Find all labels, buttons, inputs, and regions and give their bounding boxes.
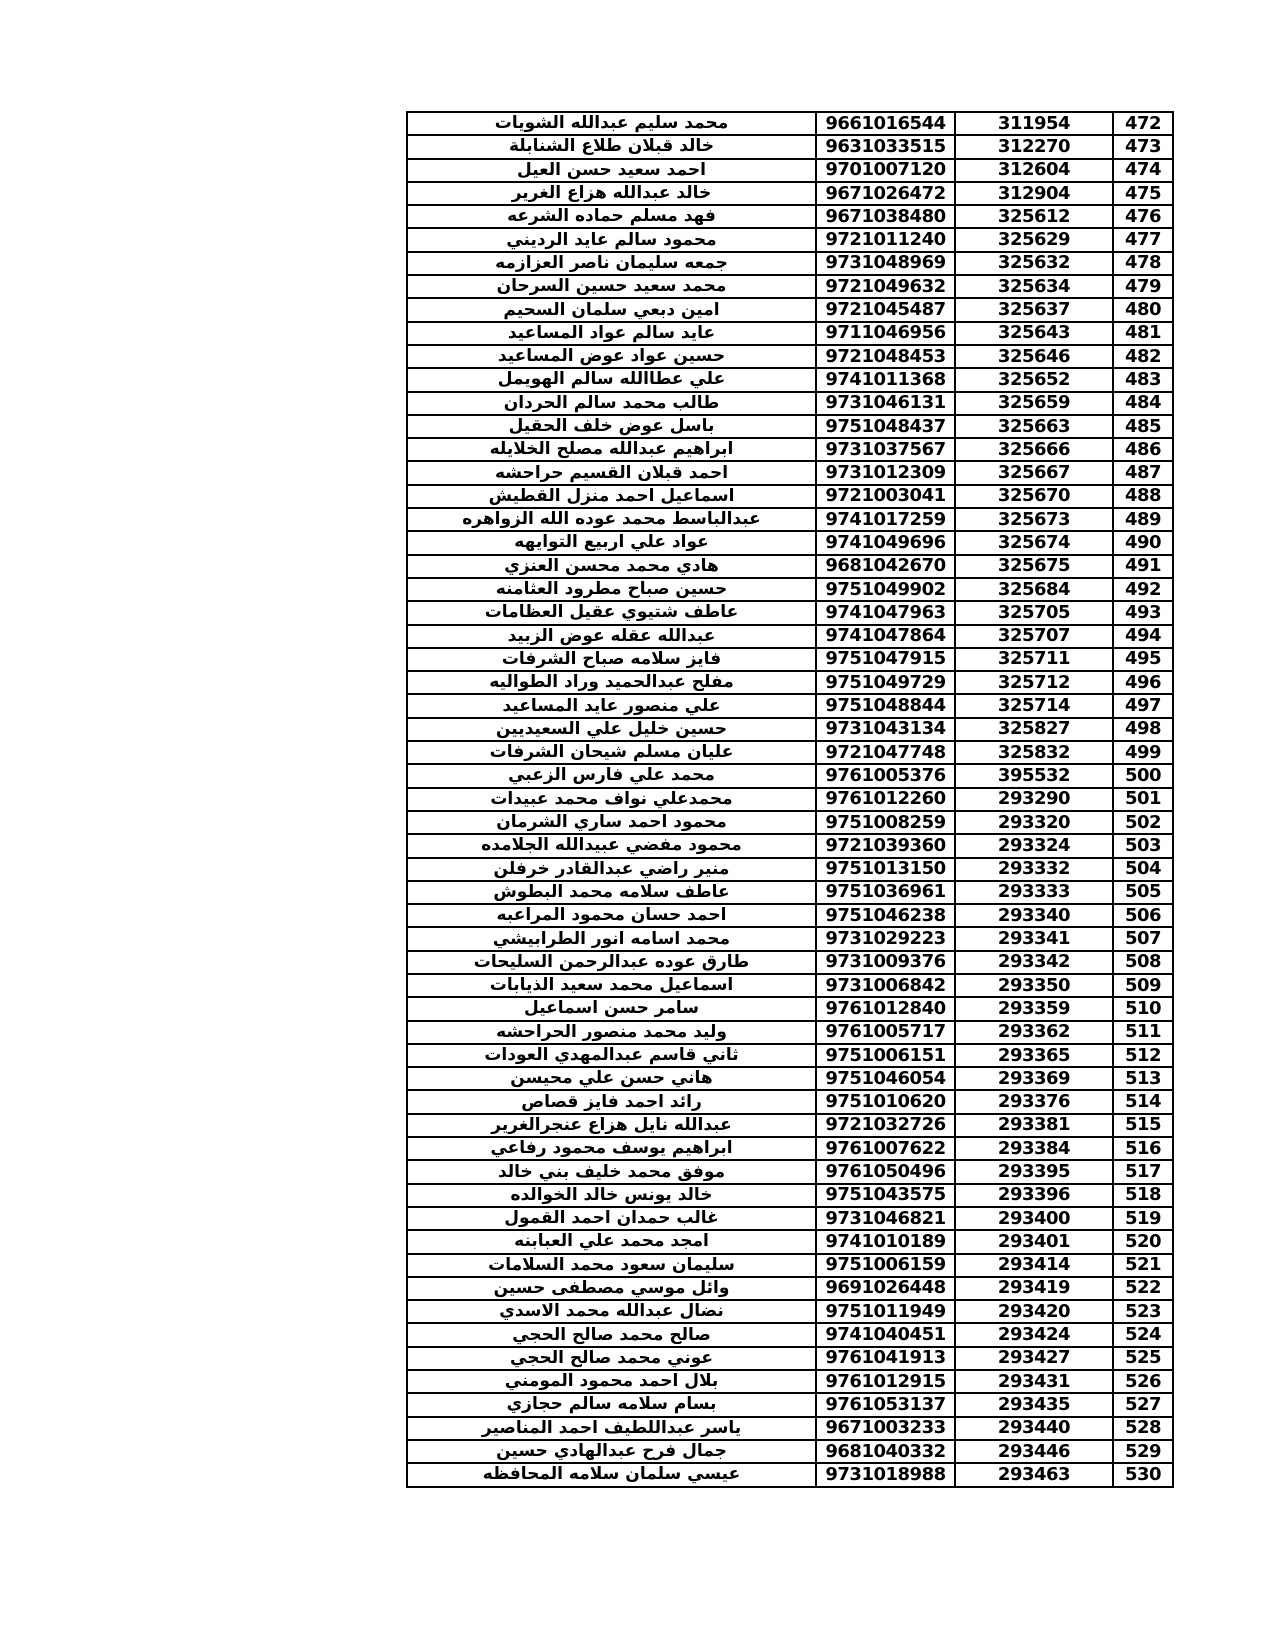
table-row	[407, 881, 1173, 904]
national-id-cell: 9751049902	[816, 578, 955, 601]
name-cell: امين دبعي سلمان السحيم	[407, 298, 816, 321]
national-id-cell: 9751006159	[816, 1254, 955, 1277]
table-row	[407, 1207, 1173, 1230]
table-row	[407, 625, 1173, 648]
serial-cell: 529	[1113, 1440, 1173, 1463]
registration-number-cell: 312270	[955, 135, 1113, 158]
name-cell: منير راضي عبدالقادر خرفلن	[407, 858, 816, 881]
national-id-cell: 9661016544	[816, 112, 955, 135]
name-cell: محمد اسامه انور الطرابيشي	[407, 927, 816, 950]
serial-cell: 517	[1113, 1160, 1173, 1183]
national-id-cell: 9761005376	[816, 764, 955, 787]
national-id-cell: 9761012840	[816, 997, 955, 1020]
national-id-cell: 9751010620	[816, 1090, 955, 1113]
registration-number-cell: 311954	[955, 112, 1113, 135]
name-cell: عبدالباسط محمد عوده الله الزواهره	[407, 508, 816, 531]
name-cell: احمد سعيد حسن العيل	[407, 159, 816, 182]
serial-cell: 495	[1113, 648, 1173, 671]
serial-cell: 525	[1113, 1347, 1173, 1370]
name-cell: جمعه سليمان ناصر العزازمه	[407, 252, 816, 275]
registration-number-cell: 325663	[955, 415, 1113, 438]
table-row	[407, 1347, 1173, 1370]
name-cell: احمد حسان محمود المراعبه	[407, 904, 816, 927]
name-cell: اسماعيل احمد منزل القطيش	[407, 485, 816, 508]
table-row	[407, 1160, 1173, 1183]
registration-number-cell: 325707	[955, 625, 1113, 648]
serial-cell: 478	[1113, 252, 1173, 275]
name-cell: علي منصور عايد المساعيد	[407, 694, 816, 717]
national-id-cell: 9721039360	[816, 834, 955, 857]
registration-number-cell: 293420	[955, 1300, 1113, 1323]
national-id-cell: 9731029223	[816, 927, 955, 950]
registration-number-cell: 293376	[955, 1090, 1113, 1113]
national-id-cell: 9721032726	[816, 1114, 955, 1137]
table-row	[407, 1254, 1173, 1277]
national-id-cell: 9631033515	[816, 135, 955, 158]
national-id-cell: 9731043134	[816, 718, 955, 741]
registration-number-cell: 325827	[955, 718, 1113, 741]
serial-cell: 475	[1113, 182, 1173, 205]
registration-number-cell: 293359	[955, 997, 1113, 1020]
table-row	[407, 1463, 1173, 1486]
table-row	[407, 1230, 1173, 1253]
registration-number-cell: 325711	[955, 648, 1113, 671]
name-cell: هادي محمد محسن العنزي	[407, 555, 816, 578]
table-row	[407, 788, 1173, 811]
registration-number-cell: 293424	[955, 1323, 1113, 1346]
table-row	[407, 858, 1173, 881]
table-row	[407, 1370, 1173, 1393]
registration-number-cell: 325712	[955, 671, 1113, 694]
serial-cell: 481	[1113, 322, 1173, 345]
national-id-cell: 9731006842	[816, 974, 955, 997]
national-id-cell: 9751013150	[816, 858, 955, 881]
serial-cell: 516	[1113, 1137, 1173, 1160]
serial-cell: 510	[1113, 997, 1173, 1020]
registration-number-cell: 293401	[955, 1230, 1113, 1253]
national-id-cell: 9741047864	[816, 625, 955, 648]
serial-cell: 494	[1113, 625, 1173, 648]
name-cell: ثاني قاسم عبدالمهدي العودات	[407, 1044, 816, 1067]
name-cell: هاني حسن علي محيسن	[407, 1067, 816, 1090]
registration-number-cell: 325634	[955, 275, 1113, 298]
table-row	[407, 345, 1173, 368]
table-row	[407, 951, 1173, 974]
serial-cell: 487	[1113, 461, 1173, 484]
name-cell: عليان مسلم شيحان الشرفات	[407, 741, 816, 764]
serial-cell: 505	[1113, 881, 1173, 904]
registration-number-cell: 293369	[955, 1067, 1113, 1090]
serial-cell: 518	[1113, 1184, 1173, 1207]
national-id-cell: 9761012260	[816, 788, 955, 811]
serial-cell: 526	[1113, 1370, 1173, 1393]
serial-cell: 473	[1113, 135, 1173, 158]
national-id-cell: 9671026472	[816, 182, 955, 205]
name-cell: عاطف شتيوي عقيل العظامات	[407, 601, 816, 624]
name-cell: عاطف سلامه محمد البطوش	[407, 881, 816, 904]
table-row	[407, 1393, 1173, 1416]
registration-number-cell: 293435	[955, 1393, 1113, 1416]
name-cell: عيسي سلمان سلامه المحافظه	[407, 1463, 816, 1486]
table-row	[407, 1114, 1173, 1137]
name-cell: موفق محمد خليف بني خالد	[407, 1160, 816, 1183]
name-cell: طارق عوده عبدالرحمن السليحات	[407, 951, 816, 974]
name-cell: حسين خليل علي السعيديين	[407, 718, 816, 741]
national-id-cell: 9721045487	[816, 298, 955, 321]
name-cell: رائد احمد فايز قصاص	[407, 1090, 816, 1113]
table-row	[407, 1440, 1173, 1463]
registration-number-cell: 325675	[955, 555, 1113, 578]
table-row	[407, 252, 1173, 275]
serial-cell: 503	[1113, 834, 1173, 857]
registration-number-cell: 293396	[955, 1184, 1113, 1207]
national-id-cell: 9731018988	[816, 1463, 955, 1486]
national-id-cell: 9751046238	[816, 904, 955, 927]
name-cell: محمود سالم عايد الرديني	[407, 228, 816, 251]
table-row	[407, 927, 1173, 950]
name-cell: بسام سلامه سالم حجازي	[407, 1393, 816, 1416]
national-id-cell: 9731037567	[816, 438, 955, 461]
name-cell: سليمان سعود محمد السلامات	[407, 1254, 816, 1277]
table-row	[407, 904, 1173, 927]
table-row	[407, 415, 1173, 438]
table-row	[407, 648, 1173, 671]
name-cell: اسماعيل محمد سعيد الذيابات	[407, 974, 816, 997]
serial-cell: 488	[1113, 485, 1173, 508]
table-row	[407, 694, 1173, 717]
national-id-cell: 9761050496	[816, 1160, 955, 1183]
serial-cell: 504	[1113, 858, 1173, 881]
name-cell: عواد علي اربيع التوايهه	[407, 531, 816, 554]
table-row	[407, 461, 1173, 484]
serial-cell: 511	[1113, 1021, 1173, 1044]
registration-number-cell: 325646	[955, 345, 1113, 368]
national-id-cell: 9751047915	[816, 648, 955, 671]
serial-cell: 512	[1113, 1044, 1173, 1067]
name-cell: بلال احمد محمود المومني	[407, 1370, 816, 1393]
registration-number-cell: 293324	[955, 834, 1113, 857]
serial-cell: 508	[1113, 951, 1173, 974]
national-id-cell: 9671003233	[816, 1417, 955, 1440]
name-cell: خالد يونس خالد الخوالده	[407, 1184, 816, 1207]
serial-cell: 493	[1113, 601, 1173, 624]
name-cell: غالب حمدان احمد القمول	[407, 1207, 816, 1230]
registration-number-cell: 325632	[955, 252, 1113, 275]
national-id-cell: 9751043575	[816, 1184, 955, 1207]
table-row	[407, 438, 1173, 461]
table-row	[407, 1417, 1173, 1440]
name-cell: احمد قبلان القسيم حراحشه	[407, 461, 816, 484]
table-row	[407, 1277, 1173, 1300]
table-row	[407, 741, 1173, 764]
serial-cell: 514	[1113, 1090, 1173, 1113]
national-id-cell: 9761012915	[816, 1370, 955, 1393]
name-cell: فايز سلامه صباح الشرفات	[407, 648, 816, 671]
table-row	[407, 485, 1173, 508]
registration-number-cell: 293342	[955, 951, 1113, 974]
registration-number-cell: 312604	[955, 159, 1113, 182]
registration-number-cell: 293414	[955, 1254, 1113, 1277]
name-cell: ابراهيم عبدالله مصلح الخلايله	[407, 438, 816, 461]
serial-cell: 492	[1113, 578, 1173, 601]
name-cell: وائل موسي مصطفى حسين	[407, 1277, 816, 1300]
table-row	[407, 1021, 1173, 1044]
name-cell: محمد علي فارس الزعبي	[407, 764, 816, 787]
name-cell: عوني محمد صالح الحجي	[407, 1347, 816, 1370]
serial-cell: 484	[1113, 392, 1173, 415]
registration-number-cell: 325666	[955, 438, 1113, 461]
roster-body	[407, 112, 1173, 1487]
table-row	[407, 1090, 1173, 1113]
table-row	[407, 531, 1173, 554]
table-row	[407, 228, 1173, 251]
table-row	[407, 368, 1173, 391]
registration-number-cell: 293365	[955, 1044, 1113, 1067]
serial-cell: 491	[1113, 555, 1173, 578]
registration-number-cell: 325714	[955, 694, 1113, 717]
serial-cell: 502	[1113, 811, 1173, 834]
serial-cell: 480	[1113, 298, 1173, 321]
serial-cell: 520	[1113, 1230, 1173, 1253]
registration-number-cell: 293290	[955, 788, 1113, 811]
national-id-cell: 9751006151	[816, 1044, 955, 1067]
registration-number-cell: 293333	[955, 881, 1113, 904]
national-id-cell: 9731009376	[816, 951, 955, 974]
national-id-cell: 9731046821	[816, 1207, 955, 1230]
national-id-cell: 9731012309	[816, 461, 955, 484]
registration-number-cell: 325673	[955, 508, 1113, 531]
serial-cell: 490	[1113, 531, 1173, 554]
name-cell: حسين عواد عوض المساعيد	[407, 345, 816, 368]
table-row	[407, 159, 1173, 182]
registration-number-cell: 293340	[955, 904, 1113, 927]
table-row	[407, 671, 1173, 694]
name-cell: عايد سالم عواد المساعيد	[407, 322, 816, 345]
serial-cell: 489	[1113, 508, 1173, 531]
table-row	[407, 578, 1173, 601]
national-id-cell: 9681042670	[816, 555, 955, 578]
table-row	[407, 997, 1173, 1020]
name-cell: حسين صباح مطرود العثامنه	[407, 578, 816, 601]
table-row	[407, 811, 1173, 834]
national-id-cell: 9721048453	[816, 345, 955, 368]
registration-number-cell: 312904	[955, 182, 1113, 205]
name-cell: محمود احمد ساري الشرمان	[407, 811, 816, 834]
registration-number-cell: 293446	[955, 1440, 1113, 1463]
national-id-cell: 9751036961	[816, 881, 955, 904]
national-id-cell: 9761007622	[816, 1137, 955, 1160]
table-row	[407, 555, 1173, 578]
name-cell: نضال عبدالله محمد الاسدي	[407, 1300, 816, 1323]
serial-cell: 497	[1113, 694, 1173, 717]
name-cell: محمد سليم عبدالله الشويات	[407, 112, 816, 135]
name-cell: مفلح عبدالحميد وراد الطواليه	[407, 671, 816, 694]
serial-cell: 479	[1113, 275, 1173, 298]
registration-number-cell: 325659	[955, 392, 1113, 415]
table-row	[407, 392, 1173, 415]
national-id-cell: 9751046054	[816, 1067, 955, 1090]
national-id-cell: 9741011368	[816, 368, 955, 391]
name-cell: سامر حسن اسماعيل	[407, 997, 816, 1020]
table-row	[407, 205, 1173, 228]
national-id-cell: 9751048437	[816, 415, 955, 438]
name-cell: فهد مسلم حماده الشرعه	[407, 205, 816, 228]
registration-number-cell: 293431	[955, 1370, 1113, 1393]
national-id-cell: 9751048844	[816, 694, 955, 717]
national-id-cell: 9721011240	[816, 228, 955, 251]
national-id-cell: 9691026448	[816, 1277, 955, 1300]
serial-cell: 477	[1113, 228, 1173, 251]
serial-cell: 507	[1113, 927, 1173, 950]
name-cell: محمود مفضي عبيدالله الجلامده	[407, 834, 816, 857]
national-id-cell: 9741010189	[816, 1230, 955, 1253]
registration-number-cell: 293419	[955, 1277, 1113, 1300]
registration-number-cell: 325832	[955, 741, 1113, 764]
name-cell: محمد سعيد حسين السرحان	[407, 275, 816, 298]
name-cell: ياسر عبداللطيف احمد المناصير	[407, 1417, 816, 1440]
national-id-cell: 9671038480	[816, 205, 955, 228]
name-cell: عبدالله نايل هزاع عنجرالغرير	[407, 1114, 816, 1137]
registration-number-cell: 293320	[955, 811, 1113, 834]
national-id-cell: 9751011949	[816, 1300, 955, 1323]
table-row	[407, 1067, 1173, 1090]
registration-number-cell: 325670	[955, 485, 1113, 508]
registration-number-cell: 325612	[955, 205, 1113, 228]
national-id-cell: 9711046956	[816, 322, 955, 345]
serial-cell: 474	[1113, 159, 1173, 182]
registration-number-cell: 293350	[955, 974, 1113, 997]
national-id-cell: 9681040332	[816, 1440, 955, 1463]
roster-table	[406, 111, 1174, 1488]
name-cell: علي عطاالله سالم الهويمل	[407, 368, 816, 391]
national-id-cell: 9731048969	[816, 252, 955, 275]
registration-number-cell: 293395	[955, 1160, 1113, 1183]
serial-cell: 500	[1113, 764, 1173, 787]
registration-number-cell: 293463	[955, 1463, 1113, 1486]
table-row	[407, 974, 1173, 997]
table-row	[407, 182, 1173, 205]
serial-cell: 501	[1113, 788, 1173, 811]
serial-cell: 498	[1113, 718, 1173, 741]
table-row	[407, 834, 1173, 857]
table-row	[407, 764, 1173, 787]
registration-number-cell: 325629	[955, 228, 1113, 251]
registration-number-cell: 325684	[955, 578, 1113, 601]
national-id-cell: 9731046131	[816, 392, 955, 415]
registration-number-cell: 325667	[955, 461, 1113, 484]
serial-cell: 513	[1113, 1067, 1173, 1090]
registration-number-cell: 325652	[955, 368, 1113, 391]
name-cell: امجد محمد علي العبابنه	[407, 1230, 816, 1253]
table-row	[407, 1044, 1173, 1067]
national-id-cell: 9751008259	[816, 811, 955, 834]
serial-cell: 527	[1113, 1393, 1173, 1416]
table-row	[407, 1184, 1173, 1207]
registration-number-cell: 293381	[955, 1114, 1113, 1137]
national-id-cell: 9721003041	[816, 485, 955, 508]
registration-number-cell: 293332	[955, 858, 1113, 881]
registration-number-cell: 293384	[955, 1137, 1113, 1160]
serial-cell: 524	[1113, 1323, 1173, 1346]
registration-number-cell: 293400	[955, 1207, 1113, 1230]
name-cell: جمال فرح عبدالهادي حسين	[407, 1440, 816, 1463]
serial-cell: 530	[1113, 1463, 1173, 1486]
serial-cell: 528	[1113, 1417, 1173, 1440]
registration-number-cell: 293427	[955, 1347, 1113, 1370]
serial-cell: 476	[1113, 205, 1173, 228]
table-row	[407, 601, 1173, 624]
national-id-cell: 9761053137	[816, 1393, 955, 1416]
serial-cell: 506	[1113, 904, 1173, 927]
table-row	[407, 135, 1173, 158]
table-row	[407, 322, 1173, 345]
national-id-cell: 9761041913	[816, 1347, 955, 1370]
table-row	[407, 1137, 1173, 1160]
serial-cell: 519	[1113, 1207, 1173, 1230]
national-id-cell: 9741040451	[816, 1323, 955, 1346]
national-id-cell: 9721047748	[816, 741, 955, 764]
serial-cell: 523	[1113, 1300, 1173, 1323]
name-cell: محمدعلي نواف محمد عبيدات	[407, 788, 816, 811]
table-row	[407, 1300, 1173, 1323]
registration-number-cell: 293440	[955, 1417, 1113, 1440]
serial-cell: 521	[1113, 1254, 1173, 1277]
registration-number-cell: 325643	[955, 322, 1113, 345]
name-cell: وليد محمد منصور الحراحشه	[407, 1021, 816, 1044]
name-cell: خالد عبدالله هزاع الغرير	[407, 182, 816, 205]
national-id-cell: 9751049729	[816, 671, 955, 694]
national-id-cell: 9761005717	[816, 1021, 955, 1044]
registration-number-cell: 325637	[955, 298, 1113, 321]
registration-number-cell: 293341	[955, 927, 1113, 950]
national-id-cell: 9721049632	[816, 275, 955, 298]
serial-cell: 483	[1113, 368, 1173, 391]
table-row	[407, 1323, 1173, 1346]
registration-number-cell: 395532	[955, 764, 1113, 787]
registration-number-cell: 293362	[955, 1021, 1113, 1044]
name-cell: باسل عوض خلف الحقيل	[407, 415, 816, 438]
national-id-cell: 9701007120	[816, 159, 955, 182]
name-cell: خالد قبلان طلاع الشنابلة	[407, 135, 816, 158]
serial-cell: 486	[1113, 438, 1173, 461]
name-cell: صالح محمد صالح الحجي	[407, 1323, 816, 1346]
national-id-cell: 9741017259	[816, 508, 955, 531]
serial-cell: 499	[1113, 741, 1173, 764]
name-cell: عبدالله عقله عوض الزبيد	[407, 625, 816, 648]
serial-cell: 515	[1113, 1114, 1173, 1137]
table-row	[407, 298, 1173, 321]
name-cell: ابراهيم يوسف محمود رفاعي	[407, 1137, 816, 1160]
serial-cell: 496	[1113, 671, 1173, 694]
serial-cell: 509	[1113, 974, 1173, 997]
table-row	[407, 718, 1173, 741]
registration-number-cell: 325674	[955, 531, 1113, 554]
table-row	[407, 112, 1173, 135]
table-row	[407, 275, 1173, 298]
national-id-cell: 9741049696	[816, 531, 955, 554]
registration-number-cell: 325705	[955, 601, 1113, 624]
national-id-cell: 9741047963	[816, 601, 955, 624]
serial-cell: 472	[1113, 112, 1173, 135]
name-cell: طالب محمد سالم الحردان	[407, 392, 816, 415]
serial-cell: 485	[1113, 415, 1173, 438]
serial-cell: 522	[1113, 1277, 1173, 1300]
table-row	[407, 508, 1173, 531]
serial-cell: 482	[1113, 345, 1173, 368]
